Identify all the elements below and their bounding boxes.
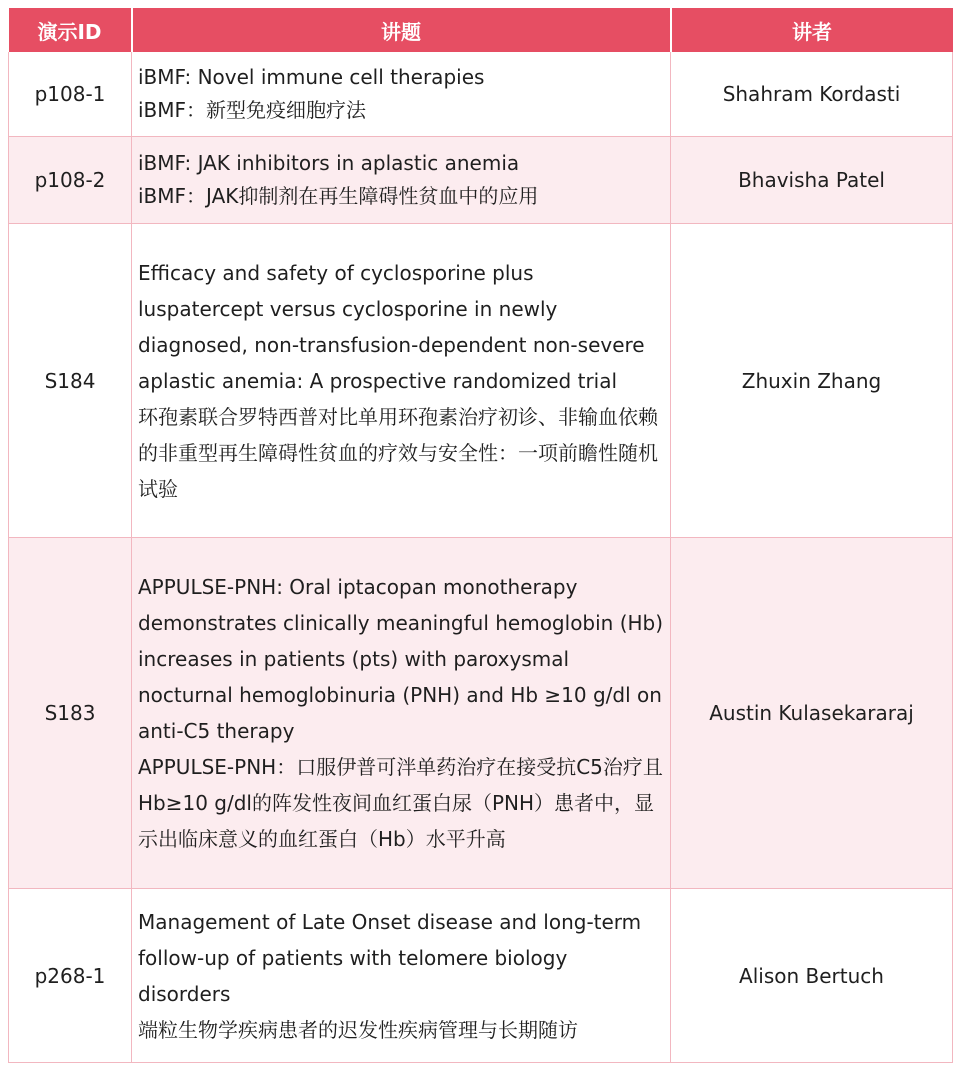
topic-chinese: iBMF：新型免疫细胞疗法 — [138, 98, 367, 122]
topic-chinese: 环孢素联合罗特西普对比单用环孢素治疗初诊、非输血依赖的非重型再生障碍性贫血的疗效与安全性：一项前瞻性随机试验 — [138, 404, 658, 501]
header-presentation-id: 演示ID — [9, 8, 132, 52]
header-speaker: 讲者 — [671, 8, 953, 52]
topic-english: Management of Late Onset disease and long-term follow-up of patients with telomere biology disorders — [138, 909, 642, 1006]
table-header — [9, 8, 953, 52]
presentation-schedule-table — [8, 8, 953, 1063]
speaker-name: Shahram Kordasti — [671, 52, 953, 137]
topic-chinese: APPULSE-PNH：口服伊普可泮单药治疗在接受抗C5治疗且Hb≥10 g/dl的阵发性夜间血红蛋白尿（PNH）患者中，显示出临床意义的血红蛋白（Hb）水平升高 — [138, 755, 663, 851]
topic-chinese: iBMF：JAK抑制剂在再生障碍性贫血中的应用 — [138, 184, 539, 208]
topic-cell — [132, 889, 671, 1063]
presentation-id: p108-1 — [9, 52, 132, 137]
speaker-name: Austin Kulasekararaj — [671, 538, 953, 889]
speaker-name: Alison Bertuch — [671, 889, 953, 1063]
table-row — [9, 889, 953, 1063]
topic-english: iBMF: Novel immune cell therapies — [138, 65, 485, 89]
presentation-id: p268-1 — [9, 889, 132, 1063]
topic-cell — [132, 137, 671, 224]
topic-english: iBMF: JAK inhibitors in aplastic anemia — [138, 151, 520, 175]
topic-english: Efficacy and safety of cyclosporine plus luspatercept versus cyclosporine in newly diagnosed, non-transfusion-dependent non-severe aplastic anemia: A prospective randomized trial — [138, 260, 645, 393]
presentation-id: S183 — [9, 538, 132, 889]
presentation-id: p108-2 — [9, 137, 132, 224]
header-row — [9, 8, 953, 52]
topic-cell — [132, 52, 671, 137]
header-topic: 讲题 — [132, 8, 671, 52]
speaker-name: Bhavisha Patel — [671, 137, 953, 224]
table-row — [9, 52, 953, 137]
topic-cell — [132, 538, 671, 889]
speaker-name: Zhuxin Zhang — [671, 224, 953, 538]
table-row — [9, 137, 953, 224]
topic-english: APPULSE-PNH: Oral iptacopan monotherapy demonstrates clinically meaningful hemoglobin (Hb) increases in patients (pts) with paroxysmal nocturnal hemoglobinuria (PNH) and Hb ≥10 g/dl on anti-C5 therapy — [138, 575, 664, 743]
table-row — [9, 224, 953, 538]
table-body — [9, 52, 953, 1063]
topic-chinese: 端粒生物学疾病患者的迟发性疾病管理与长期随访 — [138, 1017, 578, 1042]
topic-cell — [132, 224, 671, 538]
table-row — [9, 538, 953, 889]
presentation-id: S184 — [9, 224, 132, 538]
